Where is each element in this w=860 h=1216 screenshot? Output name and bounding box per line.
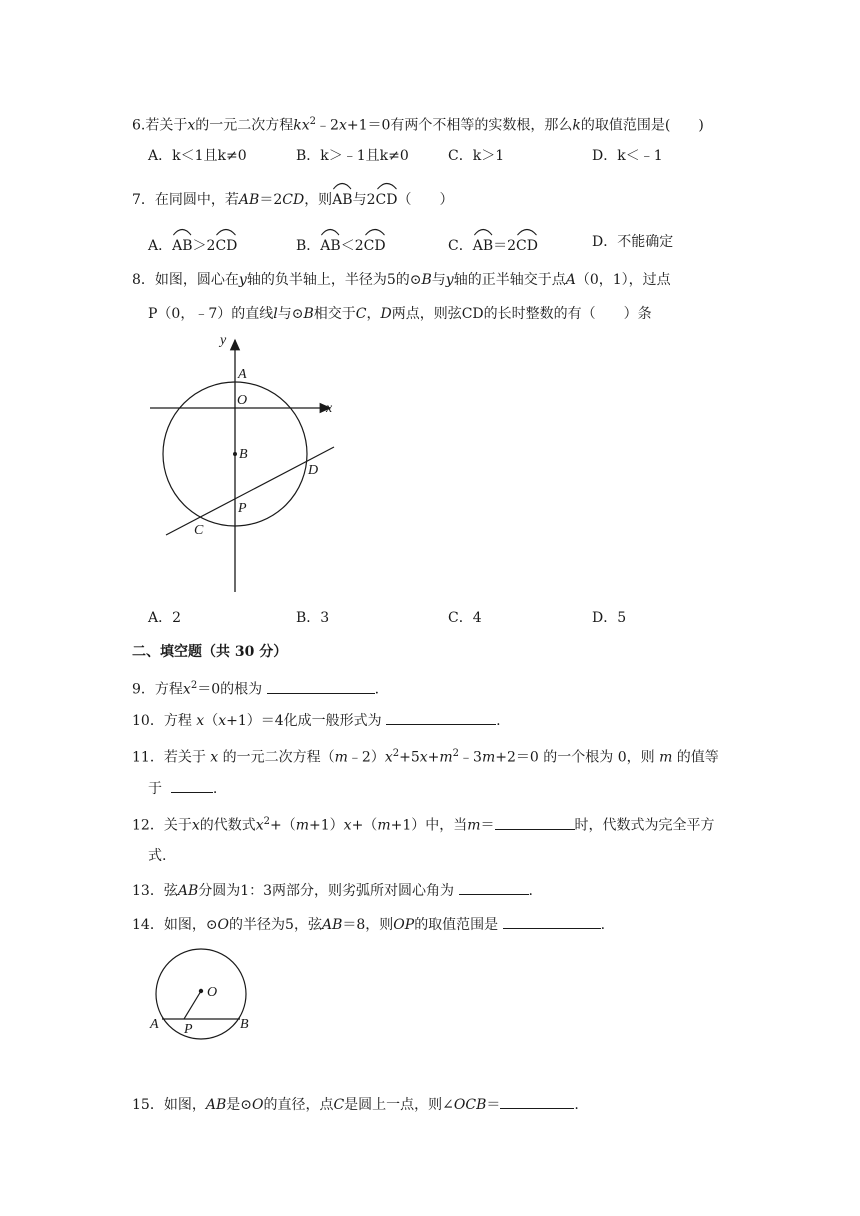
question-14	[132, 914, 605, 935]
q15-var: O	[251, 1097, 264, 1113]
q9-exponent: 2	[190, 680, 198, 691]
q11-text: ﹣2）	[347, 749, 385, 766]
q12-var: m	[377, 817, 391, 834]
label-a: A	[238, 367, 247, 382]
q8-var-y: y	[238, 272, 247, 288]
q6-text: 的取值范围是( )	[580, 117, 704, 134]
option-content: 4	[472, 610, 482, 626]
arc-cd-text: CD	[516, 238, 538, 254]
q11-var: x	[210, 749, 219, 766]
q10-text: 10．方程	[132, 713, 192, 729]
question-6-stem	[132, 112, 704, 136]
q12-text: +1）	[309, 817, 344, 834]
q12-text: +1）中，当	[390, 817, 468, 834]
q11-end: .	[212, 781, 218, 797]
q6-text: +1＝0有两个不相等的实数根，那么	[346, 117, 573, 134]
q7-text: ＝2	[259, 192, 283, 208]
q11-answer-blank[interactable]	[171, 778, 213, 793]
q8-var-b: B	[303, 306, 314, 322]
center-point	[233, 452, 237, 456]
option-label: A．	[148, 148, 173, 164]
arc-cd-text: CD	[375, 192, 398, 208]
q14-figure	[140, 944, 270, 1044]
q6-var-k: k	[572, 117, 581, 134]
arc-ab-text: AB	[332, 192, 353, 208]
q8-text: 轴的负半轴上，半径为5的⊙	[246, 272, 422, 288]
option-content: k＞﹣1且k≠0	[320, 148, 409, 164]
q6-option-a[interactable]	[148, 146, 247, 166]
option-content: 3	[320, 610, 330, 626]
question-13	[132, 880, 533, 901]
option-label: A．	[148, 610, 173, 626]
arc-cd	[364, 232, 386, 256]
label-p: P	[184, 1022, 193, 1037]
q12-var: m	[295, 817, 310, 834]
q12-text: +（	[351, 817, 378, 834]
option-content: k＜﹣1	[617, 148, 663, 164]
q14-text: 的半径为5，弦	[229, 917, 322, 933]
q8-var-y: y	[445, 272, 454, 288]
arc-ab-text: AB	[472, 238, 494, 254]
q12-var: m	[467, 817, 481, 834]
q7-coef: 2	[366, 192, 376, 208]
q12-text: +（	[270, 817, 296, 834]
q9-end: .	[374, 681, 380, 698]
q11-exponent: 2	[452, 748, 460, 759]
q8-text: P（0，﹣7）的直线	[148, 306, 274, 322]
q8-var-a: A	[565, 272, 576, 288]
q14-answer-blank[interactable]	[503, 914, 601, 929]
q15-var: AB	[205, 1097, 227, 1113]
q15-text: 15．如图，	[132, 1097, 206, 1113]
option-label: C．	[448, 238, 473, 254]
q6-text: 6.若关于	[132, 117, 188, 134]
question-12-line2: 式.	[148, 848, 167, 864]
q7-option-c[interactable]	[448, 232, 538, 256]
arc-ab	[320, 232, 340, 256]
arc-cd	[376, 186, 398, 210]
q6-kx: kx	[293, 117, 310, 134]
q8-text: 与	[431, 272, 446, 288]
q12-var: x	[255, 817, 264, 834]
q6-text: ﹣2	[316, 117, 339, 134]
question-11-line1	[132, 744, 719, 768]
q15-answer-blank[interactable]	[500, 1094, 574, 1109]
option-label: C．	[448, 148, 473, 164]
q14-var: OP	[393, 917, 415, 933]
q8-text: 两点，则弦CD的长时整数的有（ ）条	[391, 306, 652, 322]
q15-text: 是圆上一点，则∠	[344, 1097, 454, 1113]
q11-text: 于	[148, 781, 162, 797]
q8-var-d: D	[380, 306, 392, 322]
circle-o	[156, 949, 246, 1039]
q10-text: +1）＝4化成一般形式为	[226, 713, 382, 729]
option-label: B．	[296, 148, 321, 164]
q8-text: 与⊙	[277, 306, 304, 322]
option-label: D．	[592, 148, 618, 164]
q11-var: x	[419, 749, 428, 766]
option-label: B．	[296, 238, 321, 254]
arc-cd	[215, 232, 237, 256]
q10-end: .	[496, 713, 501, 729]
q6-var-x: x	[187, 117, 196, 134]
q7-option-b[interactable]	[296, 232, 386, 256]
q7-cd: CD	[282, 192, 305, 208]
section-2-title: 二、填空题（共 30 分）	[132, 644, 288, 660]
label-x: x	[326, 401, 333, 416]
label-a: A	[150, 1017, 159, 1032]
label-b: B	[239, 447, 248, 462]
arc-cd-text: CD	[215, 238, 238, 254]
q6-option-c[interactable]	[448, 146, 504, 166]
q7-ab: AB	[238, 192, 260, 208]
option-operator: ＜2	[340, 238, 364, 254]
option-content: k＞1	[472, 148, 505, 164]
question-8-stem-line2	[148, 304, 652, 324]
question-8-stem-line1	[132, 270, 671, 290]
q10-text: （	[204, 713, 219, 729]
option-operator: ＞2	[192, 238, 216, 254]
label-d: D	[308, 463, 319, 478]
q11-var: m	[481, 749, 496, 766]
q11-text: 的一元二次方程（	[218, 749, 335, 766]
segment-op	[184, 991, 201, 1019]
option-content: 2	[172, 610, 182, 626]
q15-var: C	[333, 1097, 345, 1113]
question-9	[132, 676, 379, 700]
q8-figure	[140, 330, 350, 595]
q12-text: ＝	[480, 817, 495, 834]
q6-option-b[interactable]	[296, 146, 409, 166]
q8-var-c: C	[355, 306, 367, 322]
q11-text: 的值等	[676, 749, 719, 766]
q6-option-d[interactable]	[592, 146, 663, 166]
q12-text: 时，代数式为完全平方	[574, 817, 715, 834]
option-label: B．	[296, 610, 321, 626]
label-o: O	[207, 985, 218, 1000]
question-12-line1	[132, 812, 715, 836]
q12-answer-blank[interactable]	[495, 815, 575, 830]
q7-option-a[interactable]	[148, 232, 237, 256]
q15-text: 是⊙	[226, 1097, 252, 1113]
q11-var: m	[659, 749, 673, 766]
arc-ab-text: AB	[172, 238, 193, 254]
option-label: D．	[592, 610, 618, 626]
option-content: k＜1且k≠0	[172, 148, 247, 164]
q13-answer-blank[interactable]	[459, 880, 529, 895]
arc-cd	[516, 232, 538, 256]
label-b: B	[240, 1017, 249, 1032]
q6-exponent: 2	[309, 116, 317, 127]
option-content: 不能确定	[617, 234, 674, 250]
q15-text: ＝	[486, 1097, 501, 1113]
q11-text: 11．若关于	[132, 749, 211, 766]
q7-text: （ ）	[397, 192, 454, 208]
q10-answer-blank[interactable]	[386, 710, 496, 725]
point-o	[199, 989, 203, 993]
q8-text: 相交于	[313, 306, 356, 322]
option-label: D．	[592, 234, 618, 250]
q8-var-b: B	[421, 272, 432, 288]
q7-text: ，则	[304, 192, 333, 208]
q13-end: .	[528, 883, 533, 899]
q8-var-l: l	[273, 306, 278, 322]
q15-end: .	[574, 1097, 579, 1113]
q8-text: （0，1），过点	[575, 272, 671, 288]
question-7-stem	[132, 186, 453, 210]
q11-text: +2＝0 的一个根为 0，则	[495, 749, 655, 766]
q12-var: x	[191, 817, 200, 834]
q13-var: AB	[177, 883, 199, 899]
q11-var: m	[334, 749, 348, 766]
q8-text: 8．如图，圆心在	[132, 272, 239, 288]
q8-option-c[interactable]	[448, 608, 482, 628]
q7-text: 与	[352, 192, 367, 208]
q8-option-b[interactable]	[296, 608, 329, 628]
q11-text: +	[427, 749, 440, 766]
q14-end: .	[600, 917, 606, 933]
option-label: A．	[148, 238, 173, 254]
arc-cd-text: CD	[363, 238, 386, 254]
q9-text: ＝0的根为	[197, 681, 263, 698]
q6-var-x: x	[338, 117, 347, 134]
arc-ab	[332, 186, 352, 210]
q14-var: AB	[321, 917, 343, 933]
q12-text: 12．关于	[132, 817, 192, 834]
q7-option-d[interactable]	[592, 232, 673, 252]
option-content: 5	[617, 610, 627, 626]
q12-text: 的代数式	[199, 817, 256, 834]
q15-text: 的直径，点	[263, 1097, 334, 1113]
arc-ab	[473, 232, 493, 256]
q11-var: x	[384, 749, 393, 766]
question-10	[132, 710, 501, 731]
label-o: O	[237, 393, 248, 408]
question-11-line2	[148, 778, 217, 799]
q10-var-x: x	[218, 713, 227, 729]
q8-option-d[interactable]	[592, 608, 626, 628]
q8-option-a[interactable]	[148, 608, 181, 628]
q9-answer-blank[interactable]	[267, 679, 375, 694]
label-y: y	[220, 333, 227, 348]
q8-text: ，	[366, 306, 381, 322]
q9-text: 9．方程	[132, 681, 183, 698]
q13-text: 13．弦	[132, 883, 178, 899]
q11-text: +5	[399, 749, 420, 766]
arc-ab	[172, 232, 192, 256]
arc-ab-text: AB	[320, 238, 341, 254]
line-l	[166, 447, 334, 535]
q10-var-x: x	[196, 713, 205, 729]
q7-text: 7．在同圆中，若	[132, 192, 239, 208]
q14-text: 14．如图，⊙	[132, 917, 218, 933]
q6-text: 的一元二次方程	[195, 117, 294, 134]
label-p: P	[238, 501, 247, 516]
q12-exponent: 2	[263, 816, 271, 827]
q12-var: x	[343, 817, 352, 834]
q14-var: O	[217, 917, 230, 933]
q14-text: ＝8，则	[342, 917, 394, 933]
option-label: C．	[448, 610, 473, 626]
q11-text: ﹣3	[459, 749, 482, 766]
q14-text: 的取值范围是	[414, 917, 499, 933]
q8-text: 轴的正半轴交于点	[453, 272, 566, 288]
q13-text: 分圆为1：3两部分，则劣弧所对圆心角为	[198, 883, 455, 899]
question-15	[132, 1094, 579, 1115]
label-c: C	[194, 523, 204, 538]
q15-var: OCB	[453, 1097, 487, 1113]
q11-exponent: 2	[392, 748, 400, 759]
option-operator: ＝2	[493, 238, 517, 254]
q9-var-x: x	[182, 681, 191, 698]
q11-var: m	[439, 749, 453, 766]
